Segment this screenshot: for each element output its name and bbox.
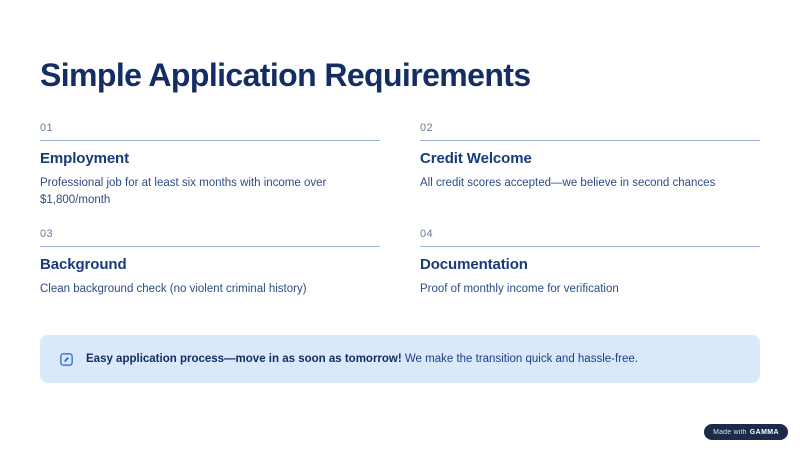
callout-text bbox=[86, 351, 638, 367]
callout-rest-text: We make the transition quick and hassle-free. bbox=[401, 352, 638, 365]
item-divider bbox=[40, 140, 380, 141]
note-icon bbox=[58, 351, 74, 367]
badge-brand: GAMMA bbox=[749, 428, 779, 436]
item-description: Clean background check (no violent criminal history) bbox=[40, 282, 307, 295]
requirements-grid bbox=[40, 122, 760, 298]
made-with-gamma-badge[interactable] bbox=[704, 424, 788, 440]
item-number: 03 bbox=[40, 227, 54, 240]
badge-prefix: Made with bbox=[713, 428, 747, 436]
item-divider bbox=[40, 246, 380, 247]
item-description: All credit scores accepted—we believe in second chances bbox=[420, 177, 716, 189]
requirement-item-3 bbox=[40, 228, 380, 298]
item-number: 02 bbox=[420, 122, 434, 134]
requirement-item-1 bbox=[40, 122, 380, 210]
page-title: Simple Application Requirements bbox=[40, 57, 531, 93]
item-heading: Credit Welcome bbox=[420, 150, 532, 167]
item-description: Proof of monthly income for verification bbox=[420, 282, 619, 295]
item-number: 01 bbox=[40, 122, 54, 134]
item-heading: Documentation bbox=[420, 255, 528, 273]
requirement-item-4 bbox=[420, 228, 760, 298]
requirement-item-2 bbox=[420, 122, 760, 210]
callout-banner bbox=[40, 335, 760, 383]
item-divider bbox=[420, 140, 760, 141]
item-divider bbox=[420, 246, 760, 247]
callout-bold-text: Easy application process—move in as soon as tomorrow! bbox=[86, 352, 402, 365]
item-number: 04 bbox=[420, 227, 434, 240]
item-heading: Employment bbox=[40, 150, 130, 167]
item-description: Professional job for at least six months with income over $1,800/month bbox=[40, 177, 327, 207]
item-heading: Background bbox=[40, 255, 127, 273]
